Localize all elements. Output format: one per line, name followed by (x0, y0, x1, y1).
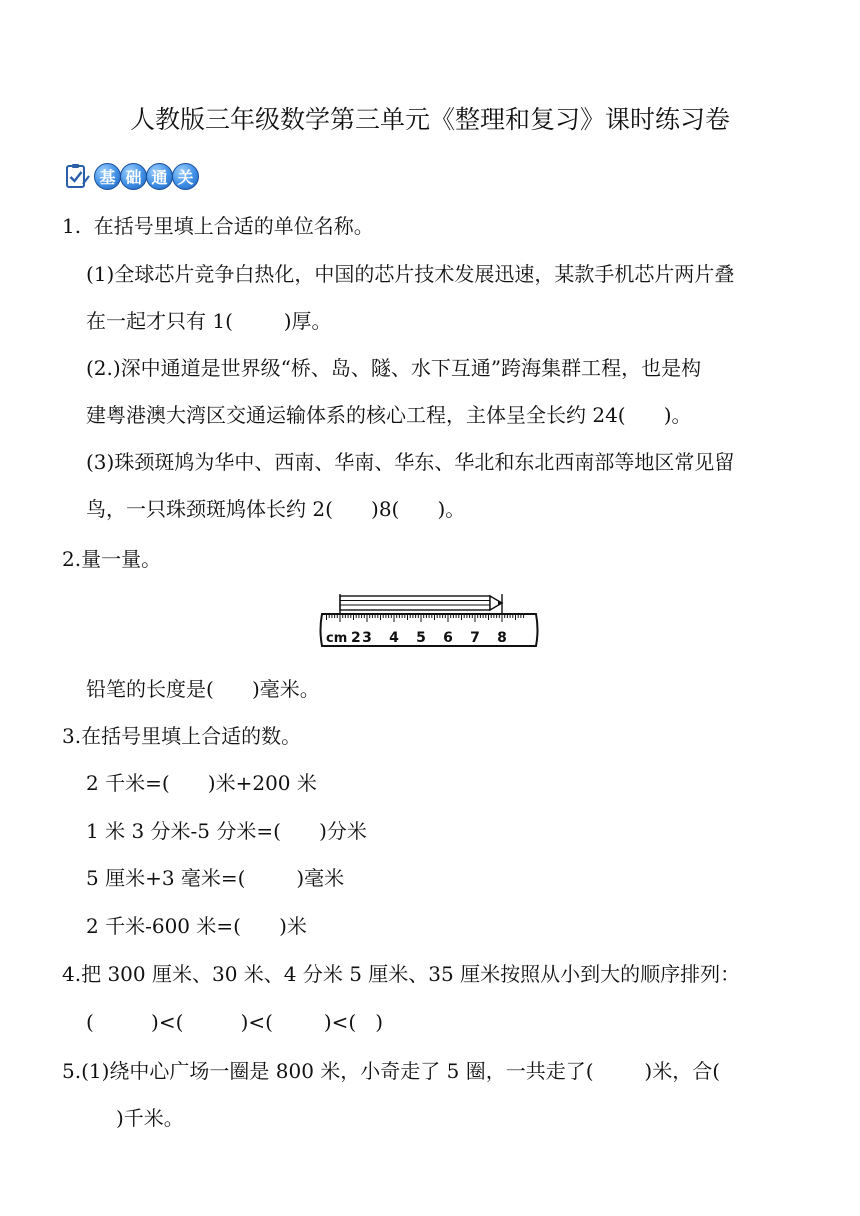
ruler-number: 5 (416, 630, 426, 646)
badge-char-4: 关 (172, 163, 199, 190)
badge-char-1: 基 (94, 163, 121, 190)
pencil-icon (340, 594, 502, 614)
clipboard-check-icon (64, 162, 90, 190)
page-title: 人教版三年级数学第三单元《整理和复习》课时练习卷 (129, 105, 730, 134)
ruler-number: 8 (497, 630, 507, 646)
q3-item-4: 2 千米-600 米=( )米 (86, 914, 307, 938)
ruler-number: 7 (470, 630, 480, 646)
q2-answer: 铅笔的长度是( )毫米。 (86, 677, 320, 701)
q1-p3-line1: (3)珠颈斑鸠为华中、西南、华南、华东、华北和东北西南部等地区常见留 (86, 450, 735, 474)
q3-item-2: 1 米 3 分米-5 分米=( )分米 (86, 819, 367, 843)
ruler-number: 2 (351, 630, 361, 646)
section-badge (64, 162, 198, 190)
q3-item-3: 5 厘米+3 毫米=( )毫米 (86, 866, 345, 890)
badge-char-2: 础 (120, 163, 147, 190)
ruler-with-pencil (318, 594, 540, 650)
q1-stem: 1. 在括号里填上合适的单位名称。 (62, 214, 374, 238)
q1-p1-line1: (1)全球芯片竞争白热化，中国的芯片技术发展迅速，某款手机芯片两片叠 (86, 262, 735, 286)
badge-char-3: 通 (146, 163, 173, 190)
ruler-number: 6 (443, 630, 453, 646)
ruler-number: 3 (362, 630, 372, 646)
q4-stem: 4.把 300 厘米、30 米、4 分米 5 厘米、35 厘米按照从小到大的顺序排列： (62, 962, 741, 986)
q3-item-1: 2 千米=( )米+200 米 (86, 771, 317, 795)
q5-line2: )千米。 (116, 1106, 184, 1130)
q2-stem: 2.量一量。 (62, 547, 162, 571)
q4-answer: ( )<( )<( )<( ) (86, 1010, 384, 1034)
ruler-unit-label: cm (326, 631, 348, 646)
ruler-number: 4 (389, 630, 399, 646)
q3-stem: 3.在括号里填上合适的数。 (62, 724, 302, 748)
q1-p1-line2: 在一起才只有 1( )厚。 (86, 309, 332, 333)
q1-p2-line2: 建粤港澳大湾区交通运输体系的核心工程，主体呈全长约 24( )。 (86, 403, 692, 427)
q1-p3-line2: 鸟，一只珠颈斑鸠体长约 2( )8( )。 (86, 497, 466, 521)
q1-p2-line1: (2.)深中通道是世界级“桥、岛、隧、水下互通”跨海集群工程，也是构 (86, 356, 702, 380)
q5-line1: 5.(1)绕中心广场一圈是 800 米，小奇走了 5 圈，一共走了( )米，合( (62, 1059, 721, 1083)
